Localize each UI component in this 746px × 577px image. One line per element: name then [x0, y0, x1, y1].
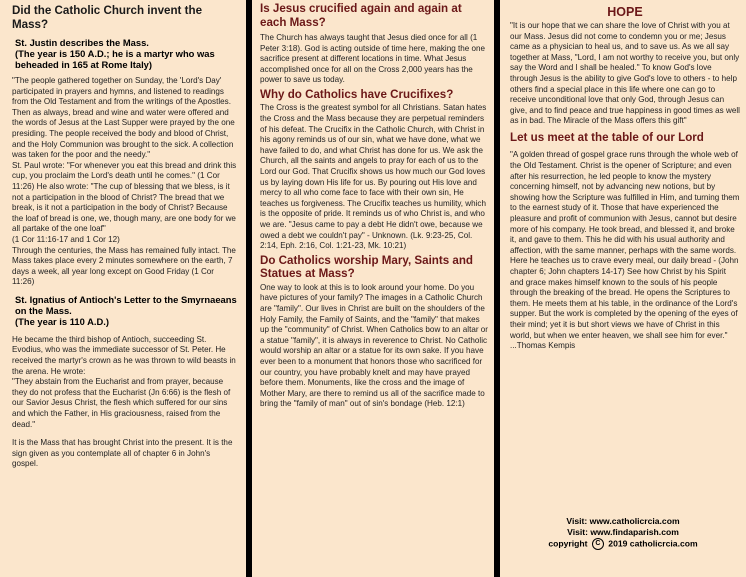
visit-findaparish-link[interactable]: Visit: www.findaparish.com — [567, 527, 679, 537]
ignatius-bio: He became the third bishop of Antioch, succeeding St. Evodius, who was the immediate successor of St. Peter. He received the martyr's crown as he was thrown to wild beasts in the arena. He wrote: — [12, 334, 236, 376]
panel-mass-history — [0, 0, 246, 577]
panel-hope — [500, 0, 746, 577]
heading-crucifixes: Why do Catholics have Crucifixes? — [260, 87, 454, 101]
subheading-justin: (The year is 150 A.D.; he is a martyr who was beheaded in 165 at Rome Italy) — [15, 48, 215, 70]
paul-reference: (1 Cor 11:16-17 and 1 Cor 12) — [12, 234, 120, 244]
hope-text: "It is our hope that we can share the love of Christ with you at our Mass. Jesus did not come to condemn you or me; Jesus came as a physician to heal us, and to save us. As we all say together at Mass, "Lord, I am not worthy to receive you, but only say the Word and I shall be healed." To know God's love through Jesus is the ability to give God's love to others - to help others find a special place in this life where one can go to receive unconditional love that only God, through Jesus can give, and to find peace and true happiness in good times as well as in bad. The Miracle of the Mass offers this gift" — [510, 21, 740, 126]
panel-faq — [252, 0, 494, 577]
copyright-line — [500, 538, 746, 550]
worship-mary-text: One way to look at this is to look around your home. Do you have pictures of your family? The images in a Catholic Church are "family". Our lives in Christ are built on the shoulders of the Holy Family, the Family of Saints, and the "family" that makes up the "community" of Christ. When Catholics bow to an altar or a statue "family", it is always in reverence to Christ. No Catholic would worship an altar or a statue for its own sake. If you have ever been to a monument that honors those who sacrificed for our country, you have probably knelt and may have prayed before them. Monuments, like the cross and the image of Mother Mary, are there to remind us all of the sacrifice made to bring the "family of man" out of sin's bondage (Heb. 12:1) — [260, 282, 488, 409]
heading-ignatius: St. Ignatius of Antioch's Letter to the Smyrnaeans on the Mass. — [15, 293, 237, 316]
crucifixes-text: The Cross is the greatest symbol for all Christians. Satan hates the Cross and the Mass because they are perpetual reminders of his defeat. The Crucifix in the Catholic Church, with Christ in his agony reminds us of our sin, what we have done, what we have failed to do, and what Christ has done for us. We ask the Church, all the saints and angels to pray for each of us to the Lord our God. That Crucifix shows us how much our God loves us by laying down His life for us. By pouring out His love and mercy to all who come face to face with their own sin, He teaches us forgiveness. The Crucifix teaches us humility, which is the opposite of pride. It reminds us of who Christ is, and who we are. "Jesus came to pay a debt He didn't owe, because we owed a debt we couldn't pay" - Unknown. (Lk. 9:23-25, Col. 2:14, Eph. 2:16, Col. 1:21-23, Mk. 10:21) — [260, 103, 487, 251]
heading-table-of-lord: Let us meet at the table of our Lord — [510, 130, 704, 144]
heading-hope: HOPE — [607, 5, 643, 19]
ignatius-quote: "They abstain from the Eucharist and from prayer, because they do not profess that the Eucharist (Jn 6:66) is the flesh of our Savior Jesus Christ, the flesh which suffered for our sins and which the Father, in His graciousness, raised from the dead." — [12, 377, 231, 429]
copyright-label: copyright — [548, 538, 588, 549]
subheading-ignatius: (The year is 110 A.D.) — [15, 315, 109, 327]
heading-worship-mary: Do Catholics worship Mary, Saints and Statues at Mass? — [260, 253, 474, 281]
copyright-icon: C — [592, 538, 604, 550]
table-of-lord-text: "A golden thread of gospel grace runs through the whole web of the Old Testament. Christ is the opener of Scripture; and even after his resurrection, he led people to know the mystery concerning himself, not by advancing new notions, but by showing how the Scripture was fulfilled in Him, and turning them to the earnest study of it. Those that have experienced the pleasure and profit of communion with Jesus, cannot but desire more of his company. He took bread, and blessed it, and broke it, and gave to them. This he did with his usual authority and affection, with the same manner, perhaps with the same words. Here he teaches us to crave every meal, our daily bread - (John chapter 6; John chapters 14-17) See how Christ by his Spirit and grace makes himself known to the souls of his people through the breaking of the bread. He opens the Scriptures to them. He meets them at his table, in the ordinance of the Lord's supper. But the work is completed by the opening of the eyes of their mind; yet it is but short views we have of Christ in this world, but when we enter heaven, we shall see him for ever." ...Thomas Kempis — [510, 150, 740, 351]
crucified-text: The Church has always taught that Jesus died once for all (1 Peter 3:18). God is acting outside of time here, making the one sacrifice present at different locations in time. What Jesus accomplished once for all on the Cross 2,000 years has the power to save us today. — [260, 33, 485, 85]
visit-catholicrcia-link[interactable]: Visit: www.catholicrcia.com — [566, 516, 680, 526]
copyright-text: 2019 catholicrcia.com — [608, 538, 698, 549]
heading-invent-mass: Did the Catholic Church invent the Mass? — [12, 4, 203, 31]
centuries-text: Through the centuries, the Mass has remained fully intact. The Mass takes place every 2 minutes somewhere on the earth, 7 days a week, all year long except on Good Friday (1 Cor 11:26) — [12, 245, 236, 287]
heading-justin: St. Justin describes the Mass. — [15, 37, 149, 48]
heading-crucified-again: Is Jesus crucified again and again at each Mass? — [260, 2, 462, 29]
paul-quote: St. Paul wrote: "For whenever you eat this bread and drink this cup, you proclaim the Lord's death until he comes." (1 Cor 11:26) He also wrote: "The cup of blessing that we bless, is it not a participation in the blood of Christ? The bread that we break, is it not a participation in the body of Christ? Because the loaf of bread is one, we, though many, are one body for we all partake of the one loaf" — [12, 160, 237, 234]
footer-links — [500, 516, 746, 550]
closing-text: It is the Mass that has brought Christ into the present. It is the sign given as you contemplate all of chapter 6 in John's gospel. — [12, 438, 233, 469]
justin-quote: "The people gathered together on Sunday, the 'Lord's Day' participated in prayers and hymns, and listened to readings from the Old Testament and from the writings of the Apostles. Then as always, bread and wine and water were offered and the words of Jesus at the Last Supper were prayed by the one presiding. The people received the body and blood of Christ, and the Holy Communion was brought to the sick. A collection was taken for the poor and the needy." — [12, 76, 235, 160]
